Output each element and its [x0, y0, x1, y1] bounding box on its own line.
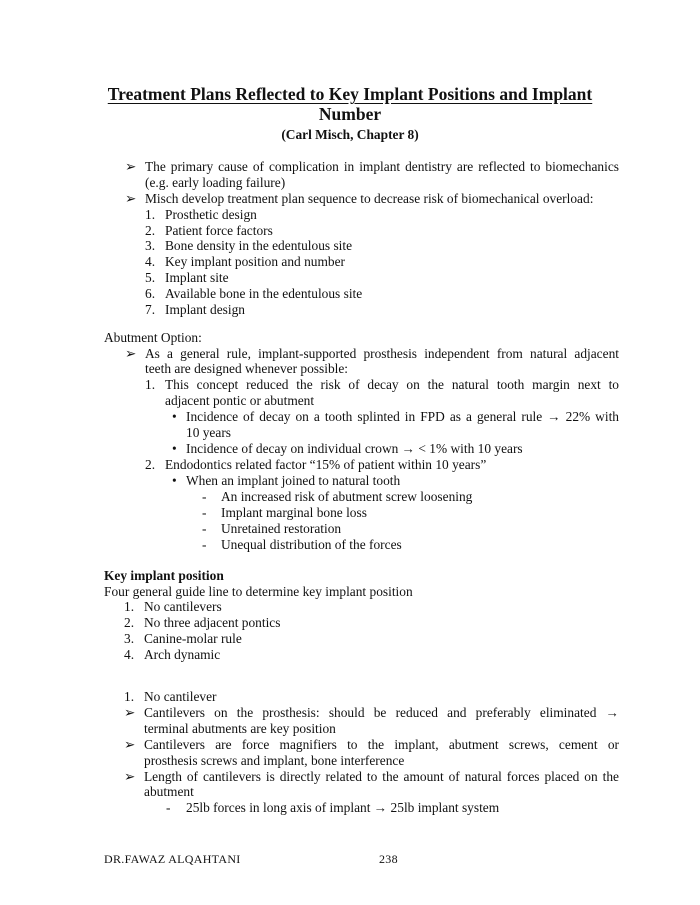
section-heading: Abutment Option: [104, 330, 202, 345]
list-item-cont: adjacent pontic or abutment [165, 393, 315, 408]
footer-author: DR.FAWAZ ALQAHTANI [104, 852, 241, 866]
subtitle: (Carl Misch, Chapter 8) [281, 127, 419, 142]
list-num: 7. [145, 302, 156, 317]
list-item: Available bone in the edentulous site [165, 286, 363, 301]
list-num: 3. [145, 238, 156, 253]
bullet-text: Misch develop treatment plan sequence to decrease risk of biomechanical overload: [145, 191, 594, 206]
bullet-text-cont: abutment [144, 784, 194, 799]
bullet-text: The primary cause of complication in implant dentistry are reflected to biomechanics [145, 159, 619, 174]
bullet-text: Cantilevers on the prosthesis: should be reduced and preferably eliminated → [144, 705, 619, 720]
arrow-bullet-icon: ➢ [125, 159, 137, 174]
sub-item: Incidence of decay on individual crown → < 1% with 10 years [186, 441, 523, 456]
bullet-text: Length of cantilevers is directly related to the amount of natural forces placed on the [144, 769, 619, 784]
list-item: Prosthetic design [165, 207, 257, 222]
list-item: No cantilever [144, 689, 217, 704]
dash-marker: - [202, 505, 207, 520]
bullet-text: As a general rule, implant-supported prosthesis independent from natural adjacent [145, 346, 619, 361]
bullet-text: Cantilevers are force magnifiers to the implant, abutment screws, cement or [144, 737, 619, 752]
list-num: 1. [124, 689, 135, 704]
list-num: 5. [145, 270, 156, 285]
dash-marker: - [202, 537, 207, 552]
dot-bullet-icon: • [172, 441, 177, 456]
dot-bullet-icon: • [172, 473, 177, 488]
title-text: Treatment Plans Reflected to Key Implant Positions and Implant [107, 84, 593, 104]
dash-marker: - [202, 521, 207, 536]
title-line-1 [0, 84, 700, 105]
list-num: 4. [145, 254, 156, 269]
list-num: 2. [124, 615, 135, 630]
list-item: Arch dynamic [144, 647, 221, 662]
title-line-2: Number [318, 104, 382, 124]
dot-bullet-icon: • [172, 409, 177, 424]
list-item: No three adjacent pontics [144, 615, 281, 630]
list-num: 1. [145, 377, 156, 392]
page-number: 238 [379, 852, 398, 866]
dash-item: 25lb forces in long axis of implant → 25lb implant system [186, 800, 500, 815]
list-item: Implant design [165, 302, 245, 317]
dash-marker: - [166, 800, 171, 815]
list-item: Key implant position and number [165, 254, 346, 269]
sub-item: When an implant joined to natural tooth [186, 473, 401, 488]
list-num: 1. [124, 599, 135, 614]
list-item: Canine-molar rule [144, 631, 242, 646]
bullet-text-cont: terminal abutments are key position [144, 721, 336, 736]
list-num: 3. [124, 631, 135, 646]
dash-item: Unretained restoration [221, 521, 342, 536]
bullet-text-cont: prosthesis screws and implant, bone interference [144, 753, 405, 768]
paragraph: Four general guide line to determine key implant position [104, 584, 413, 599]
arrow-bullet-icon: ➢ [124, 737, 136, 752]
dash-marker: - [202, 489, 207, 504]
list-num: 4. [124, 647, 135, 662]
list-item: No cantilevers [144, 599, 222, 614]
arrow-bullet-icon: ➢ [124, 705, 136, 720]
list-num: 6. [145, 286, 156, 301]
list-item: Bone density in the edentulous site [165, 238, 353, 253]
list-item: Endodontics related factor “15% of patient within 10 years” [165, 457, 487, 472]
dash-item: An increased risk of abutment screw loosening [221, 489, 473, 504]
arrow-bullet-icon: ➢ [125, 191, 137, 206]
arrow-bullet-icon: ➢ [124, 769, 136, 784]
dash-item: Implant marginal bone loss [221, 505, 367, 520]
dash-item: Unequal distribution of the forces [221, 537, 402, 552]
list-item: This concept reduced the risk of decay on the natural tooth margin next to [165, 377, 619, 392]
sub-item: Incidence of decay on a tooth splinted in FPD as a general rule → 22% with [186, 409, 619, 424]
list-item: Implant site [165, 270, 229, 285]
bullet-text-cont: (e.g. early loading failure) [145, 175, 286, 190]
arrow-bullet-icon: ➢ [125, 346, 137, 361]
sub-item-cont: 10 years [186, 425, 231, 440]
bullet-text-cont: teeth are designed whenever possible: [145, 361, 349, 376]
list-num: 1. [145, 207, 156, 222]
list-num: 2. [145, 457, 156, 472]
list-item: Patient force factors [165, 223, 273, 238]
section-heading: Key implant position [104, 568, 224, 583]
list-num: 2. [145, 223, 156, 238]
